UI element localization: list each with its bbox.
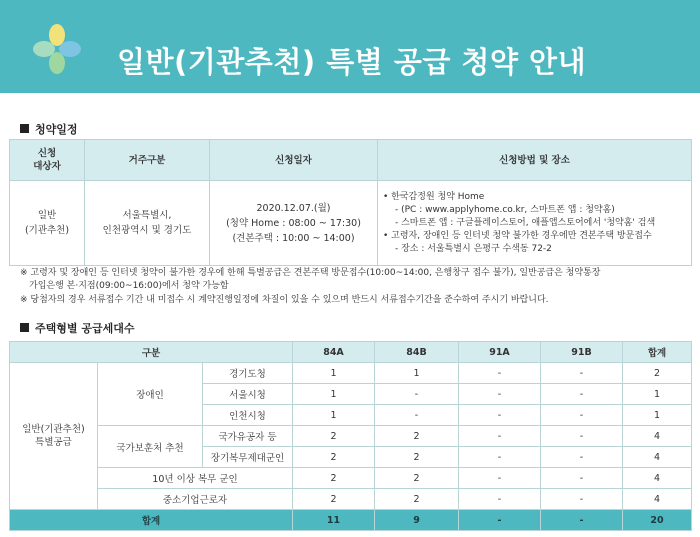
cell-91a: - <box>459 405 541 426</box>
cell-84a: 2 <box>293 489 375 510</box>
cell-total: 4 <box>623 426 692 447</box>
cell-91b: - <box>541 489 623 510</box>
section-bullet-icon <box>20 124 29 133</box>
cell-84a: 1 <box>293 384 375 405</box>
veteran-cell: 국가보훈처 추천 <box>98 426 203 468</box>
cell-84a: 2 <box>293 468 375 489</box>
row-label: 서울시청 <box>203 384 293 405</box>
title-banner <box>0 0 700 93</box>
total-91a: - <box>459 510 541 531</box>
total-row <box>10 510 692 531</box>
cell-84a: 1 <box>293 363 375 384</box>
table-row <box>10 363 692 384</box>
header-target: 신청 대상자 <box>10 140 85 181</box>
cell-total: 1 <box>623 384 692 405</box>
note-1-cont: 가입은행 본·지점(09:00~16:00)에서 청약 가능함 <box>29 281 229 291</box>
row-label: 경기도청 <box>203 363 293 384</box>
section-bullet-icon <box>20 323 29 332</box>
header-91a: 91A <box>459 342 541 363</box>
row-label: 장기복무제대군인 <box>203 447 293 468</box>
clover-logo-icon <box>33 23 81 75</box>
cell-84b: 2 <box>375 447 459 468</box>
schedule-section-title: 청약일정 <box>20 121 78 137</box>
supply-header-row <box>10 342 692 363</box>
cell-84b: 2 <box>375 426 459 447</box>
header-method: 신청방법 및 장소 <box>378 140 692 181</box>
row-label: 중소기업근로자 <box>98 489 293 510</box>
date-cell: 2020.12.07.(월) (청약 Home : 08:00 ~ 17:30) (견본주택 : 10:00 ~ 14:00) <box>210 181 378 266</box>
cell-91a: - <box>459 363 541 384</box>
cell-91a: - <box>459 384 541 405</box>
cell-total: 4 <box>623 447 692 468</box>
cell-84b: 1 <box>375 363 459 384</box>
cell-total: 4 <box>623 489 692 510</box>
total-sum: 20 <box>623 510 692 531</box>
disabled-cell: 장애인 <box>98 363 203 426</box>
note-2: ※ 당첨자의 경우 서류접수 기간 내 미접수 시 계약진행일정에 차질이 있을 수 있으며 반드시 서류접수기간을 준수하여 주시기 바랍니다. <box>20 295 549 305</box>
header-84a: 84A <box>293 342 375 363</box>
cell-84a: 1 <box>293 405 375 426</box>
row-label: 인천시청 <box>203 405 293 426</box>
cell-total: 4 <box>623 468 692 489</box>
target-cell: 일반 (기관추천) <box>10 181 85 266</box>
schedule-row <box>10 181 692 266</box>
cell-91b: - <box>541 468 623 489</box>
cell-84b: - <box>375 384 459 405</box>
cell-91a: - <box>459 489 541 510</box>
cell-91b: - <box>541 405 623 426</box>
header-date: 신청일자 <box>210 140 378 181</box>
schedule-header-row <box>10 140 692 181</box>
table-row <box>10 426 692 447</box>
table-row <box>10 468 692 489</box>
cell-91b: - <box>541 384 623 405</box>
schedule-table <box>9 139 692 266</box>
note-1: ※ 고령자 및 장애인 등 인터넷 청약이 불가한 경우에 한해 특별공급은 견본주택 방문접수(10:00~14:00, 은행창구 접수 불가), 일반공급은 청약통장 <box>20 268 601 278</box>
total-84a: 11 <box>293 510 375 531</box>
supply-table <box>9 341 692 531</box>
header-residence: 거주구분 <box>85 140 210 181</box>
total-label: 합계 <box>10 510 293 531</box>
cell-84a: 2 <box>293 426 375 447</box>
cell-91a: - <box>459 426 541 447</box>
total-91b: - <box>541 510 623 531</box>
group-cell: 일반(기관추천) 특별공급 <box>10 363 98 510</box>
cell-91a: - <box>459 468 541 489</box>
cell-84b: - <box>375 405 459 426</box>
header-total: 합계 <box>623 342 692 363</box>
cell-91b: - <box>541 426 623 447</box>
method-cell: • 한국감정원 청약 Home - (PC : www.applyhome.co.kr, 스마트폰 앱 : 청약홈) - 스마트폰 앱 : 구글플레이스토어, 애플앱스토어에서 '청약홈' 검색 • 고령자, 장애인 등 인터넷 청약 불가한 경우에만 견본주택 방문접수 - 장소 : 서울특별시 은평구 수색동 72-2 <box>378 181 692 266</box>
total-84b: 9 <box>375 510 459 531</box>
cell-total: 2 <box>623 363 692 384</box>
cell-total: 1 <box>623 405 692 426</box>
row-label: 국가유공자 등 <box>203 426 293 447</box>
residence-cell: 서울특별시, 인천광역시 및 경기도 <box>85 181 210 266</box>
header-category: 구분 <box>10 342 293 363</box>
cell-91b: - <box>541 363 623 384</box>
cell-84b: 2 <box>375 489 459 510</box>
cell-84b: 2 <box>375 468 459 489</box>
cell-91b: - <box>541 447 623 468</box>
supply-section-title: 주택형별 공급세대수 <box>20 320 134 336</box>
page-title: 일반(기관추천) 특별 공급 청약 안내 <box>117 45 587 79</box>
header-84b: 84B <box>375 342 459 363</box>
row-label: 10년 이상 복무 군인 <box>98 468 293 489</box>
cell-84a: 2 <box>293 447 375 468</box>
header-91b: 91B <box>541 342 623 363</box>
table-row <box>10 489 692 510</box>
cell-91a: - <box>459 447 541 468</box>
